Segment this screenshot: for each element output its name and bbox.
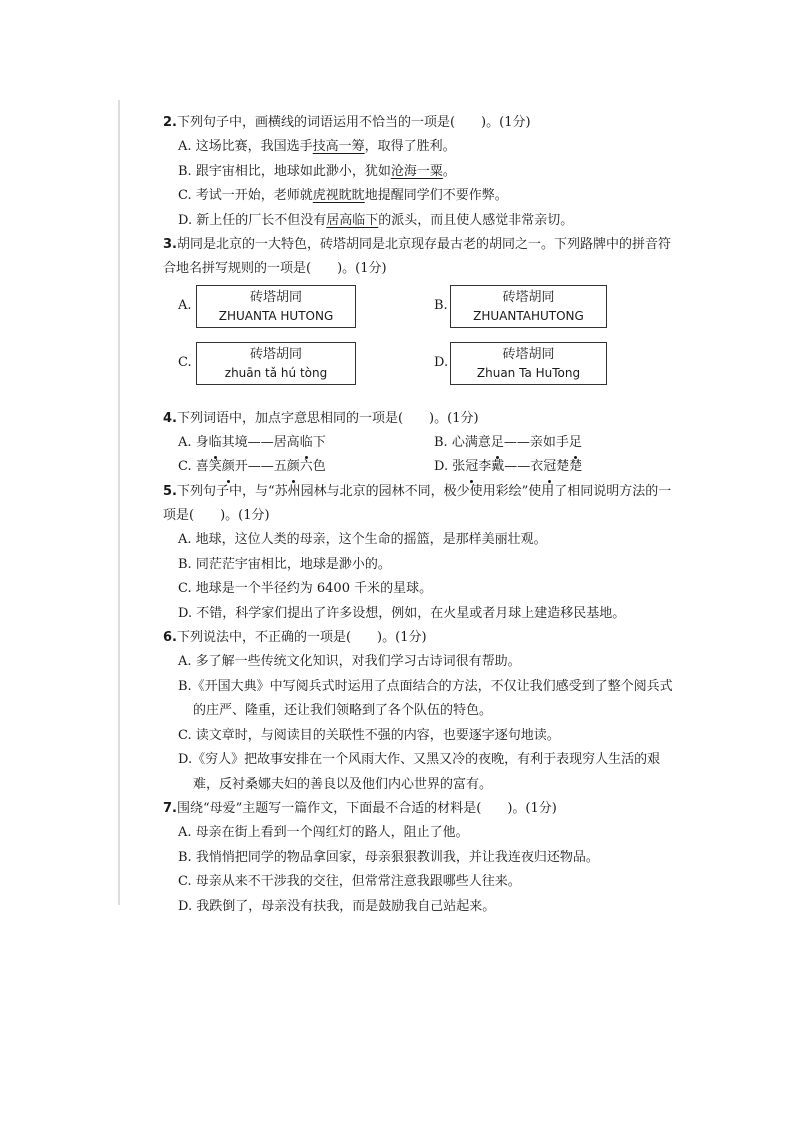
question-4-options — [163, 431, 683, 480]
question-2-option-b[interactable]: B. 跟宇宙相比，地球如此渺小，犹如沧海一粟。 — [178, 163, 456, 179]
question-3 — [163, 233, 683, 407]
question-4-option-d[interactable]: D. 张冠李戴——衣冠楚楚 — [434, 455, 582, 480]
question-7-option-a[interactable]: A. 母亲在街上看到一个闯红灯的路人，阻止了他。 — [178, 825, 469, 840]
question-4-option-a[interactable]: A. 身临其境——居高临下 — [178, 431, 326, 456]
road-sign-c: 砖塔胡同 zhuān tǎ hú tòng — [196, 342, 356, 385]
question-2-option-d[interactable]: D. 新上任的厂长不但没有居高临下的派头，而且使人感觉非常亲切。 — [178, 212, 574, 228]
road-sign-a: 砖塔胡同 ZHUANTA HUTONG — [196, 285, 356, 328]
question-7 — [163, 797, 683, 919]
question-4-option-c[interactable]: C. 喜笑颜开——五颜六色 — [178, 455, 326, 480]
question-5 — [163, 480, 683, 626]
question-6-stem: 6.下列说法中，不正确的一项是( )。(1分) — [163, 630, 427, 645]
question-4 — [163, 407, 683, 480]
road-sign-b: 砖塔胡同 ZHUANTAHUTONG — [450, 285, 607, 328]
page-left-edge — [118, 100, 120, 905]
question-2-option-c[interactable]: C. 考试一开始，老师就虎视眈眈地提醒同学们不要作弊。 — [178, 188, 508, 203]
question-4-option-b[interactable]: B. 心满意足——亲如手足 — [434, 431, 582, 456]
question-5-stem: 5.下列句子中，与“苏州园林与北京的园林不同，极少使用彩绘”使用了相同说明方法的一项是( )。(1分) — [163, 484, 672, 523]
question-4-stem: 4.下列词语中，加点字意思相同的一项是( )。(1分) — [163, 411, 479, 426]
road-sign-options: A. 砖塔胡同 ZHUANTA HUTONG B. 砖塔胡同 ZHUANTAHUTONG C. 砖塔胡同 zhuān tǎ hú tòng D. 砖塔胡同 Zhuan Ta HuTong — [163, 285, 683, 407]
question-3-stem: 3.胡同是北京的一大特色，砖塔胡同是北京现存最古老的胡同之一。下列路牌中的拼音符合地名拼写规则的一项是( )。(1分) — [163, 237, 671, 276]
question-7-stem: 7.围绕“母爱”主题写一篇作文，下面最不合适的材料是( )。(1分) — [163, 801, 557, 816]
question-sheet — [163, 111, 683, 919]
question-2-stem: 2.下列句子中，画横线的词语运用不恰当的一项是( )。(1分) — [163, 115, 531, 130]
question-6-option-a[interactable]: A. 多了解一些传统文化知识，对我们学习古诗词很有帮助。 — [178, 654, 521, 669]
question-5-option-d[interactable]: D. 不错，科学家们提出了许多设想，例如，在火星或者月球上建造移民基地。 — [178, 605, 626, 621]
question-7-option-b[interactable]: B. 我悄悄把同学的物品拿回家，母亲狠狠教训我，并让我连夜归还物品。 — [178, 849, 599, 865]
question-6-option-c[interactable]: C. 读文章时，与阅读目的关联性不强的内容，也要逐字逐句地读。 — [178, 727, 560, 743]
question-6-option-d[interactable]: D.《穷人》把故事安排在一个风雨大作、又黑又冷的夜晚，有利于表现穷人生活的艰难，反衬桑娜夫妇的善良以及他们内心世界的富有。 — [178, 752, 661, 792]
question-7-option-d[interactable]: D. 我跌倒了，母亲没有扶我，而是鼓励我自己站起来。 — [178, 898, 496, 914]
question-6 — [163, 626, 683, 797]
question-7-option-c[interactable]: C. 母亲从来不干涉我的交往，但常常注意我跟哪些人往来。 — [178, 874, 521, 889]
question-2 — [163, 111, 683, 233]
question-5-option-b[interactable]: B. 同茫茫宇宙相比，地球是渺小的。 — [178, 556, 391, 572]
question-5-option-a[interactable]: A. 地球，这位人类的母亲，这个生命的摇篮，是那样美丽壮观。 — [178, 532, 547, 547]
question-2-option-a[interactable]: A. 这场比赛，我国选手技高一筹，取得了胜利。 — [178, 139, 456, 154]
question-5-option-c[interactable]: C. 地球是一个半径约为 6400 千米的星球。 — [178, 581, 433, 596]
road-sign-d: 砖塔胡同 Zhuan Ta HuTong — [450, 342, 607, 385]
question-6-option-b[interactable]: B.《开国大典》中写阅兵式时运用了点面结合的方法，不仅让我们感受到了整个阅兵式的庄严、隆重，还让我们领略到了各个队伍的特色。 — [178, 678, 673, 718]
